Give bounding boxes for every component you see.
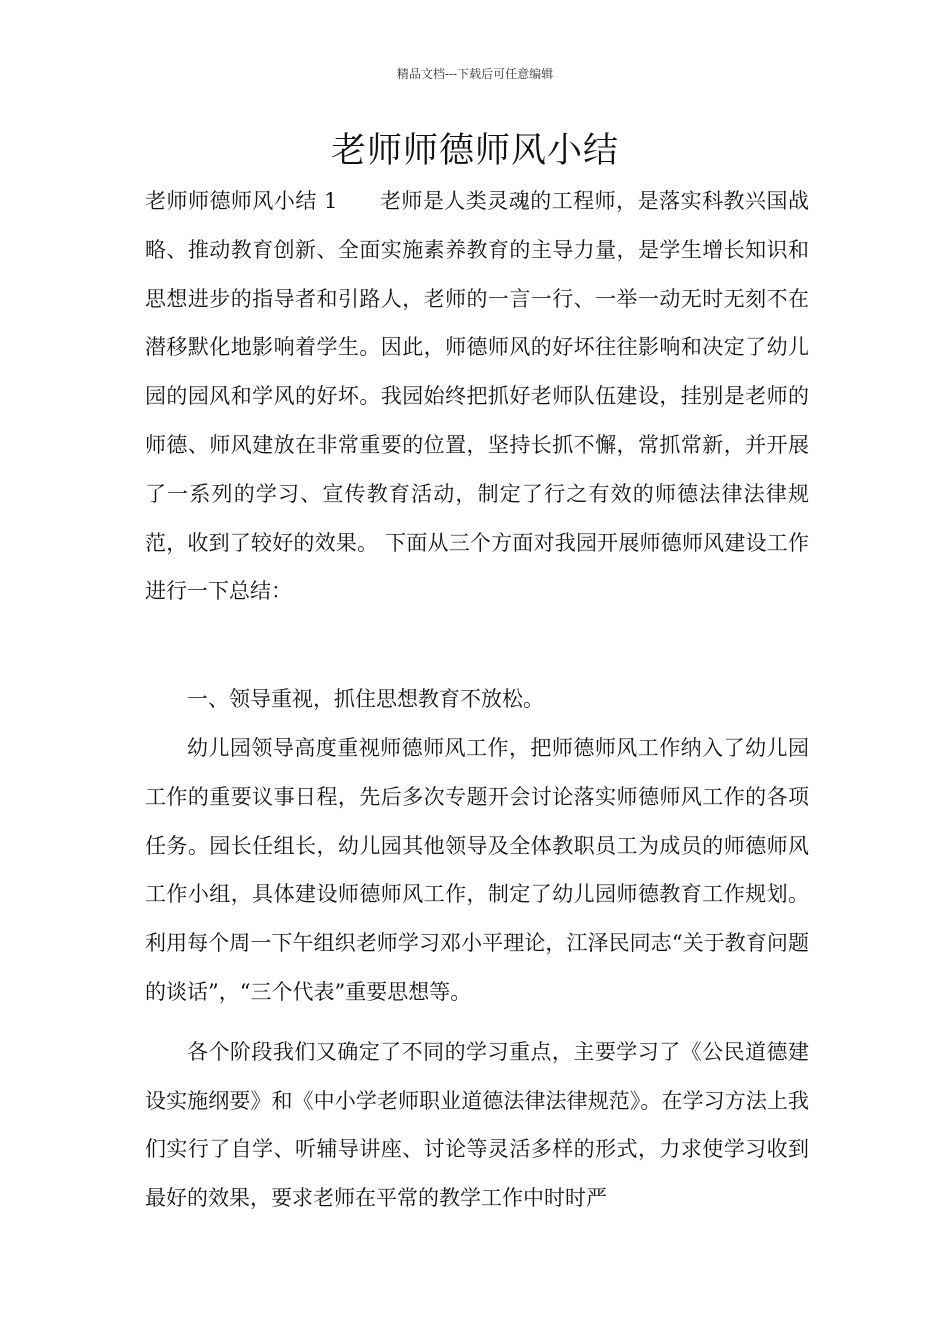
header-note: 精品文档---下载后可任意编辑 bbox=[396, 67, 554, 81]
document-title: 老师师德师风小结 bbox=[330, 131, 619, 171]
intro-label: 老师师德师风小结 1 bbox=[145, 189, 338, 213]
document-body bbox=[145, 177, 809, 1223]
intro-text: 老师是人类灵魂的工程师，是落实科教兴国战略、推动教育创新、全面实施素养教育的主导力量，是学生增长知识和思想进步的指导者和引路人，老师的一言一行、一举一动无时无刻不在潜移默化地影响着学生。因此，师德师风的好坏往往影响和决定了幼儿园的园风和学风的好坏。我园始终把抓好老师队伍建设，挂别是老师的师德、师风建放在非常重要的位置，坚持长抓不懈，常抓常新，并开展了一系列的学习、宣传教育活动，制定了行之有效的师德法律法律规范，收到了较好的效果。 下面从三个方面对我园开展师德师风建设工作进行一下总结： bbox=[145, 189, 809, 604]
body-paragraph-1: 幼儿园领导高度重视师德师风工作，把师德师风工作纳入了幼儿园工作的重要议事日程，先后多次专题开会讨论落实师德师风工作的各项任务。园长任组长，幼儿园其他领导及全体教职员工为成员的师德师风工作小组，具体建设师德师风工作，制定了幼儿园师德教育工作规划。利用每个周一下午组织老师学习邓小平理论，江泽民同志“关于教育问题的谈话”，“三个代表”重要思想等。 bbox=[145, 735, 809, 1004]
section-heading: 一、领导重视，抓住思想教育不放松。 bbox=[187, 687, 544, 712]
intro-paragraph bbox=[145, 177, 809, 616]
paragraph-spacer bbox=[145, 616, 809, 675]
body-paragraph-2: 各个阶段我们又确定了不同的学习重点，主要学习了《公民道德建设实施纲要》和《中小学老师职业道德法律法律规范》。在学习方法上我们实行了自学、听辅导讲座、讨论等灵活多样的形式，力求使学习收到最好的效果，要求老师在平常的教学工作中时时严 bbox=[145, 1039, 809, 1211]
